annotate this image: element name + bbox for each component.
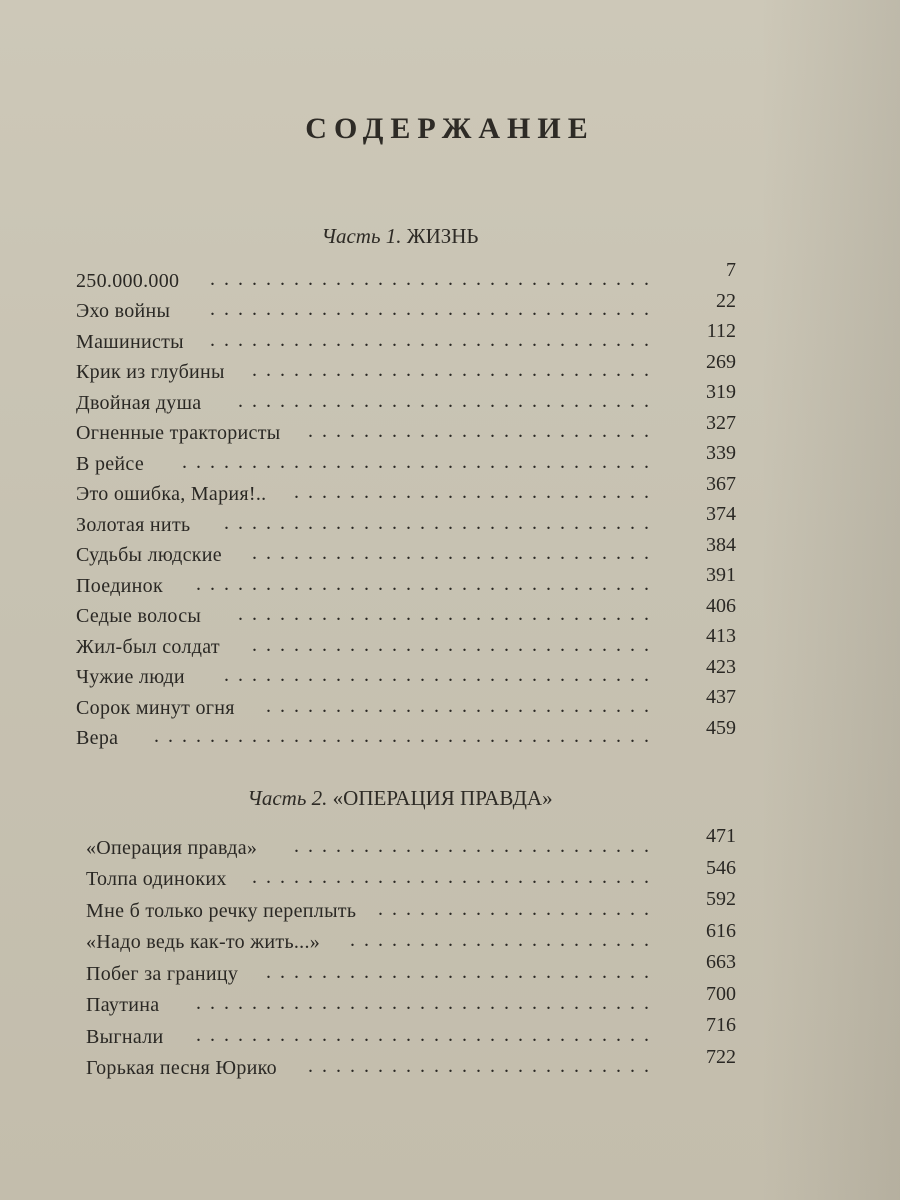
toc-list-part-2 xyxy=(86,825,736,1080)
toc-entry-title: Паутина xyxy=(86,994,160,1016)
dot-leader: ......................... xyxy=(308,420,658,442)
toc-entry-title: Это ошибка, Мария!.. xyxy=(76,483,267,505)
dot-leader: .......................... xyxy=(294,481,658,503)
toc-entry-title: Эхо войны xyxy=(76,300,171,322)
toc-entry-title: Побег за границу xyxy=(86,962,239,985)
toc-entry-title: «Надо ведь как-то жить...» xyxy=(86,931,321,953)
page-title: СОДЕРЖАНИЕ xyxy=(305,112,595,145)
toc-entry xyxy=(76,350,736,385)
toc-entry xyxy=(76,411,736,446)
toc-entry xyxy=(86,951,736,986)
toc-entry-title: Машинисты xyxy=(76,330,184,353)
toc-entry-title: Чужие люди xyxy=(76,666,185,688)
toc-entry xyxy=(76,320,736,354)
dot-leader: ................................ xyxy=(210,298,658,320)
part-heading xyxy=(0,224,800,249)
dot-leader: ......................... xyxy=(308,1055,658,1077)
toc-list-part-1 xyxy=(76,259,736,750)
toc-entry xyxy=(86,888,736,923)
toc-entry-page: 546 xyxy=(706,856,736,879)
toc-entry-page: 413 xyxy=(706,625,736,647)
toc-entry-page: 406 xyxy=(706,594,736,617)
toc-entry-page: 616 xyxy=(706,919,736,942)
toc-entry xyxy=(76,472,736,507)
toc-entry xyxy=(86,982,736,1018)
toc-entry xyxy=(76,564,736,598)
part-name: «ОПЕРАЦИЯ ПРАВДА» xyxy=(332,786,553,810)
toc-entry xyxy=(76,533,736,568)
part-label: Часть 1. xyxy=(321,224,402,248)
dot-leader: ............................ xyxy=(266,694,658,717)
toc-entry xyxy=(76,503,736,537)
toc-entry xyxy=(76,381,736,415)
toc-entry-page: 471 xyxy=(706,825,736,847)
toc-entry-page: 459 xyxy=(706,716,736,739)
toc-entry-page: 22 xyxy=(716,289,736,312)
dot-leader: .................... xyxy=(378,897,658,920)
toc-entry xyxy=(76,442,736,476)
toc-entry-title: Мне б только речку переплыть xyxy=(86,899,357,922)
toc-entry xyxy=(76,259,736,293)
dot-leader: ............................... xyxy=(224,511,658,534)
toc-entry-title: Горькая песня Юрико xyxy=(86,1057,277,1079)
toc-entry xyxy=(76,686,736,720)
toc-entry xyxy=(86,825,736,860)
dot-leader: ............................... xyxy=(224,664,658,686)
toc-entry-title: Сорок минут огня xyxy=(76,696,235,719)
dot-leader: ............................ xyxy=(266,960,658,983)
toc-entry-page: 269 xyxy=(706,350,736,373)
toc-entry xyxy=(76,655,736,690)
dot-leader: .................................. xyxy=(182,450,658,473)
toc-entry xyxy=(86,919,736,955)
toc-entry xyxy=(76,594,736,629)
toc-entry-title: Судьбы людские xyxy=(76,544,222,566)
dot-leader: ................................. xyxy=(196,572,658,595)
dot-leader: .............................. xyxy=(238,389,658,412)
toc-entry-title: В рейсе xyxy=(76,452,145,475)
toc-entry-page: 700 xyxy=(706,982,736,1005)
toc-entry-title: «Операция правда» xyxy=(86,836,258,859)
toc-entry xyxy=(76,716,736,751)
part-heading xyxy=(0,786,800,811)
toc-entry-page: 592 xyxy=(706,888,736,910)
dot-leader: ............................. xyxy=(252,359,658,381)
toc-entry-title: Крик из глубины xyxy=(76,361,225,383)
toc-entry-page: 367 xyxy=(706,472,736,495)
dot-leader: ...................... xyxy=(350,929,658,951)
dot-leader: ............................. xyxy=(252,633,658,656)
toc-entry xyxy=(76,289,736,324)
dot-leader: ................................. xyxy=(196,1023,658,1046)
toc-entry-title: Толпа одиноких xyxy=(86,868,227,890)
toc-entry-page: 7 xyxy=(726,259,736,281)
toc-entry-page: 722 xyxy=(706,1045,736,1068)
toc-entry-title: Золотая нить xyxy=(76,513,191,536)
toc-entry xyxy=(76,625,736,659)
part-name: ЖИЗНЬ xyxy=(406,224,479,248)
dot-leader: .......................... xyxy=(294,834,658,857)
dot-leader: ................................. xyxy=(196,992,658,1014)
dot-leader: .................................... xyxy=(154,725,658,747)
toc-entry xyxy=(86,1014,736,1049)
toc-entry-page: 663 xyxy=(706,951,736,973)
toc-entry-page: 112 xyxy=(706,320,736,342)
toc-entry-page: 327 xyxy=(706,411,736,434)
toc-entry xyxy=(86,1045,736,1081)
toc-entry-title: Двойная душа xyxy=(76,391,202,414)
toc-entry-page: 319 xyxy=(706,381,736,403)
toc-entry-title: Вера xyxy=(76,727,119,749)
dot-leader: ............................. xyxy=(252,542,658,564)
toc-entry-title: Жил-был солдат xyxy=(76,635,220,658)
toc-entry-title: Поединок xyxy=(76,574,163,597)
toc-entry-page: 437 xyxy=(706,686,736,708)
toc-entry-title: Огненные трактористы xyxy=(76,422,281,444)
toc-entry-title: Седые волосы xyxy=(76,605,202,627)
toc-entry-title: Выгнали xyxy=(86,1025,164,1048)
toc-entry-title: 250.000.000 xyxy=(76,269,180,292)
toc-entry-page: 339 xyxy=(706,442,736,464)
toc-entry-page: 716 xyxy=(706,1014,736,1036)
dot-leader: ................................ xyxy=(210,267,658,290)
dot-leader: ................................ xyxy=(210,328,658,351)
part-label: Часть 2. xyxy=(247,786,328,810)
toc-entry-page: 374 xyxy=(706,503,736,525)
dot-leader: ............................. xyxy=(252,866,658,888)
dot-leader: .............................. xyxy=(238,603,658,625)
page-shading xyxy=(760,0,900,1200)
toc-entry xyxy=(86,856,736,892)
toc-entry-page: 384 xyxy=(706,533,736,556)
toc-entry-page: 423 xyxy=(706,655,736,678)
toc-entry-page: 391 xyxy=(706,564,736,586)
